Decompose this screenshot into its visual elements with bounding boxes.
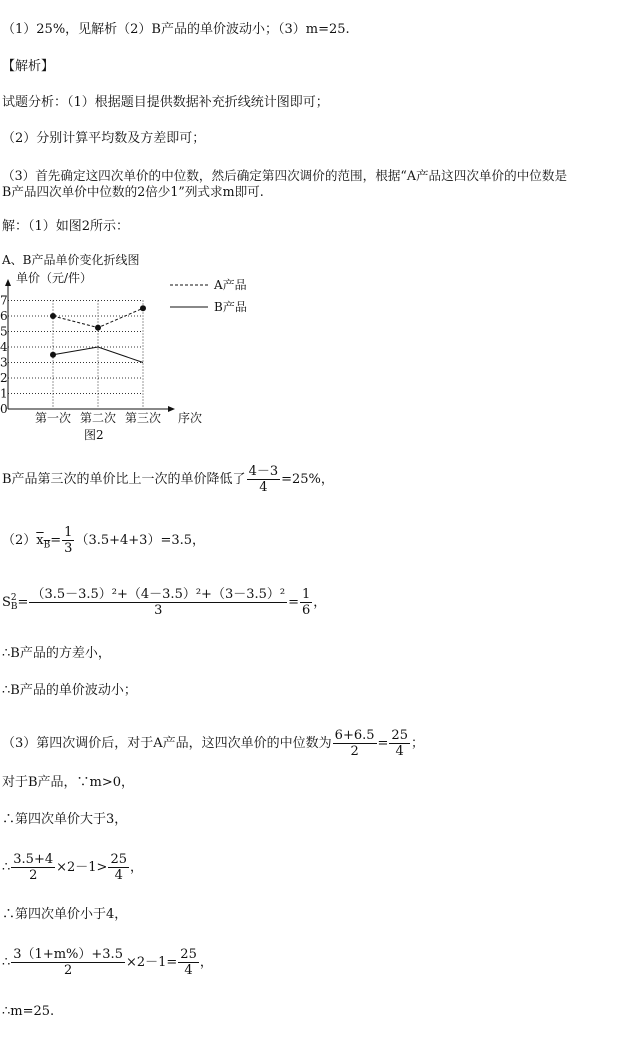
step-3-result-den: 6 [302,603,311,618]
step-3-numerator: （3.5－3.5）²+（4－3.5）²+（3－3.5）² [31,587,286,602]
chart-legend [170,277,247,314]
step-3-suffix: ， [313,595,327,610]
data-point [50,352,56,358]
solution-intro: 解：（1）如图2所示： [2,219,130,234]
answer-summary: （1）25%，见解析（2）B产品的单价波动小；（3）m=25. [2,22,350,37]
step-9-result [108,852,129,883]
step-9-result-num: 25 [110,852,127,867]
step-11 [2,947,213,978]
chart-xlabel: 序次 [178,411,203,425]
step-3-result-num: 1 [302,587,311,602]
step-9-numerator: 3.5+4 [13,852,54,867]
line-chart [0,252,250,444]
step-9-mid: ×2－1> [56,860,108,875]
y-tick-label: 5 [0,324,8,339]
x-tick-label: 第三次 [124,411,162,425]
y-tick-label: 0 [0,402,8,416]
y-tick-label: 6 [0,309,8,323]
step-6 [2,728,424,759]
variance-var: S [2,595,11,610]
x-tick-labels [35,410,161,425]
data-point [95,325,101,331]
step-11-denominator: 2 [63,963,73,978]
step-9-prefix: ∴ [2,860,11,875]
step-11-result-num: 25 [180,947,197,962]
step-9-suffix: ， [130,860,144,875]
chart-caption: 图2 [84,428,104,442]
analysis-step-2: （2）分别计算平均数及方差即可； [2,131,206,146]
legend-label: B产品 [214,300,247,314]
variance-sup: 2 [10,592,17,603]
variance-scripts [11,594,18,612]
step-9-fraction [11,852,55,883]
analysis-step-3-line-2: B产品四次单价中位数的2倍少1”列式求m即可. [2,184,264,199]
chart-grid [5,279,175,412]
step-6-prefix: （3）第四次调价后，对于A产品，这四次单价的中位数为 [2,736,332,751]
step-6-eq: = [377,736,389,751]
step-1-fraction [247,464,281,495]
step-3-fraction [29,587,287,618]
step-1-numerator: 4－3 [248,464,279,479]
mean-var: x [36,533,44,548]
y-tick-labels [0,294,8,417]
step-2 [2,525,205,556]
step-3-denominator: 3 [154,603,163,618]
step-9-denominator: 2 [29,868,38,883]
mean-sub: B [43,540,51,551]
y-tick-label: 7 [0,293,8,308]
data-point [50,313,56,319]
variance-sub: B [10,601,18,612]
step-7: 对于B产品，∵m>0， [2,775,135,790]
x-axis-arrow [168,406,175,412]
legend-label: A产品 [214,278,247,292]
step-6-result-den: 4 [395,744,404,759]
step-4: ∴B产品的方差小， [2,646,111,661]
y-tick-label: 4 [0,340,8,354]
step-9 [2,852,143,883]
step-10: ∴第四次单价小于4， [2,907,128,922]
step-2-prefix: （2） [2,533,37,548]
x-tick-label: 第二次 [79,411,117,425]
step-3-eq: = [17,595,29,610]
step-3-result [300,587,312,618]
step-5: ∴B产品的单价波动小； [2,683,137,698]
step-6-suffix: ； [410,736,424,751]
step-6-fraction [333,728,377,759]
step-2-fraction [62,525,74,556]
step-3-eq2: = [288,595,300,610]
step-3 [2,587,326,618]
step-11-mid: ×2－1= [125,955,178,970]
analysis-step-1: 试题分析：（1）根据题目提供数据补充折线统计图即可； [2,95,329,110]
step-11-prefix: ∴ [2,955,11,970]
step-1 [2,464,334,495]
x-tick-label: 第一次 [34,411,72,425]
step-1-denominator: 4 [259,480,268,495]
step-11-result-den: 4 [184,963,193,978]
step-11-numerator: 3（1+m%）+3.5 [13,947,123,962]
y-tick-label: 1 [0,386,8,401]
y-axis-arrow [5,279,11,286]
mean-symbol [36,533,51,551]
step-12: ∴m=25. [2,1004,55,1019]
step-1-suffix: =25%， [281,472,334,487]
step-6-result-num: 25 [391,728,408,743]
step-11-result [178,947,199,978]
step-6-numerator: 6+6.5 [334,728,375,743]
step-6-result [389,728,410,759]
y-tick-label: 3 [0,355,8,370]
step-2-denominator: 3 [64,541,73,556]
y-tick-label: 2 [0,371,8,385]
chart-ylabel: 单价（元/件） [16,271,93,285]
step-9-result-den: 4 [114,868,123,883]
step-1-prefix: B产品第三次的单价比上一次的单价降低了 [2,472,246,487]
step-11-fraction [11,947,125,978]
step-2-numerator: 1 [64,525,73,540]
step-2-eq: = [50,533,62,548]
step-6-denominator: 2 [350,744,359,759]
chart-title: A、B产品单价变化折线图 [2,253,140,267]
section-label: 【解析】 [2,59,55,74]
step-11-suffix: ， [199,955,213,970]
step-2-suffix: （3.5+4+3）=3.5， [75,533,206,548]
analysis-step-3-line-1: （3）首先确定这四次单价的中位数，然后确定第四次调价的范围，根据“A产品这四次单价的中位数是 [2,168,568,183]
step-8: ∴第四次单价大于3， [2,812,128,827]
data-point [140,305,146,311]
